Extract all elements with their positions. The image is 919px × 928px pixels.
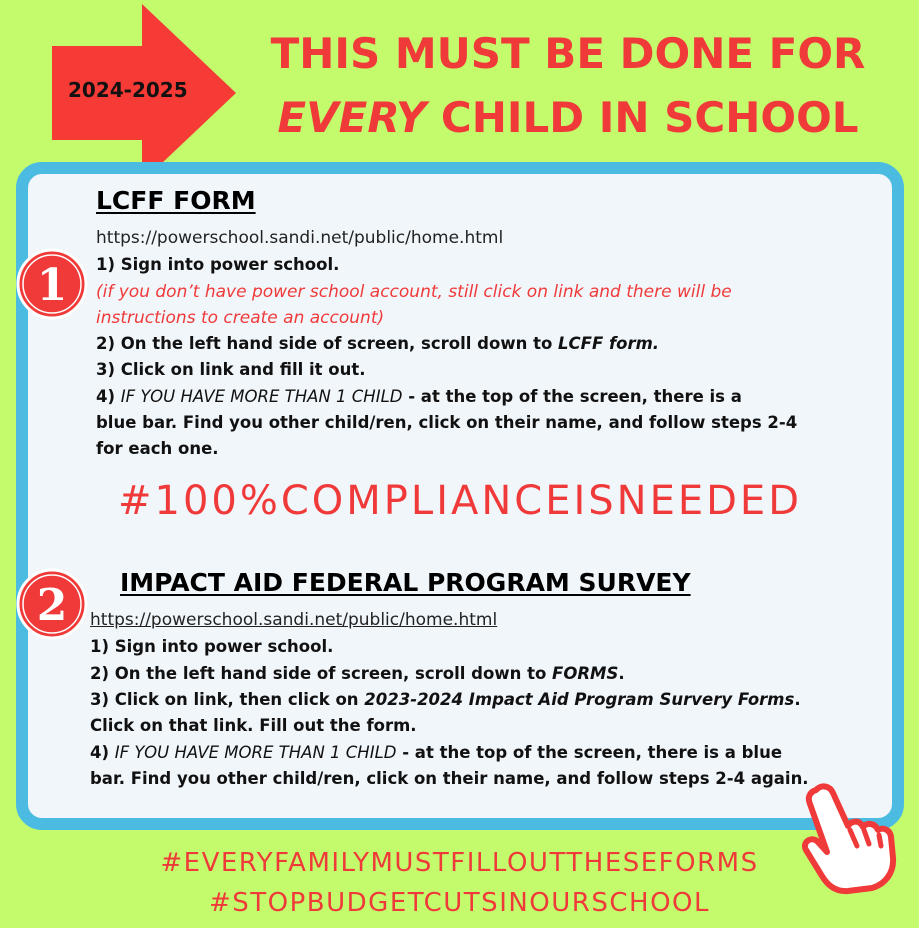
section-2-step-2-text: 2) On the left hand side of screen, scroll down to [90,664,553,683]
section-2-step-4-condition: IF YOU HAVE MORE THAN 1 CHILD [114,743,397,762]
footer-hashtag-1: #EVERYFAMILYMUSTFILLOUTTHESEFORMS [160,848,759,878]
section-1-step-1: 1) Sign into power school. [96,255,340,274]
section-1-step-2-text: 2) On the left hand side of screen, scroll down to [96,334,559,353]
number-two-badge-icon [16,568,88,640]
section-1-note-line-2: instructions to create an account) [96,308,385,328]
number-one-badge-icon [16,248,88,320]
section-2-title: IMPACT AID FEDERAL PROGRAM SURVEY [120,568,691,597]
section-1-step-4-line-3: for each one. [96,439,219,458]
section-2-step-3-emphasis: 2023-2024 Impact Aid Program Survery Forms [364,690,795,709]
section-1-step-4-condition: IF YOU HAVE MORE THAN 1 CHILD [120,387,403,406]
section-1-step-4-rest: - at the top of the screen, there is a [402,387,742,406]
section-1-title: LCFF FORM [96,186,256,215]
page-headline [258,22,878,150]
section-2-step-2-end: . [618,664,625,683]
section-2-step-4-rest: - at the top of the screen, there is a blue [396,743,783,762]
section-2-step-4 [90,740,782,766]
section-2-step-4-num: 4) [90,743,115,762]
section-2-step-3 [90,687,801,713]
section-2-number: 2 [36,580,68,631]
headline-emphasis: EVERY [277,93,427,142]
headline-line-2-rest: CHILD IN SCHOOL [426,93,859,142]
headline-line-1: THIS MUST BE DONE FOR [270,29,866,78]
footer-hashtag-2: #STOPBUDGETCUTSINOURSCHOOL [208,888,710,918]
section-2-step-2-emphasis: FORMS [552,664,619,683]
section-1-step-2 [96,331,659,357]
section-2-url[interactable]: https://powerschool.sandi.net/public/home.html [90,610,498,630]
section-1-step-3: 3) Click on link and fill it out. [96,360,366,379]
section-1-step-4-line-2: blue bar. Find you other child/ren, click on their name, and follow steps 2-4 [96,413,798,432]
section-1-step-4-num: 4) [96,387,121,406]
section-2-step-3-text: 3) Click on link, then click on [90,690,365,709]
section-1-url[interactable]: https://powerschool.sandi.net/public/home.html [96,228,504,248]
section-1-step-4 [96,384,742,410]
section-1-step-2-emphasis: LCFF form. [558,334,660,353]
section-2-step-3-end: . [794,690,801,709]
section-1-note-line-1: (if you don’t have power school account, still click on link and there will be [96,282,732,302]
section-2-step-2 [90,661,625,687]
compliance-hashtag: #100%COMPLIANCEISNEEDED [117,478,803,524]
section-1-number: 1 [36,260,68,311]
headline-line-2 [258,86,878,150]
section-2-step-1: 1) Sign into power school. [90,637,334,656]
section-2-step-3-line-2: Click on that link. Fill out the form. [90,716,417,735]
section-2-step-4-line-2: bar. Find you other child/ren, click on their name, and follow steps 2-4 again. [90,769,809,788]
year-badge: 2024-2025 [68,78,188,102]
